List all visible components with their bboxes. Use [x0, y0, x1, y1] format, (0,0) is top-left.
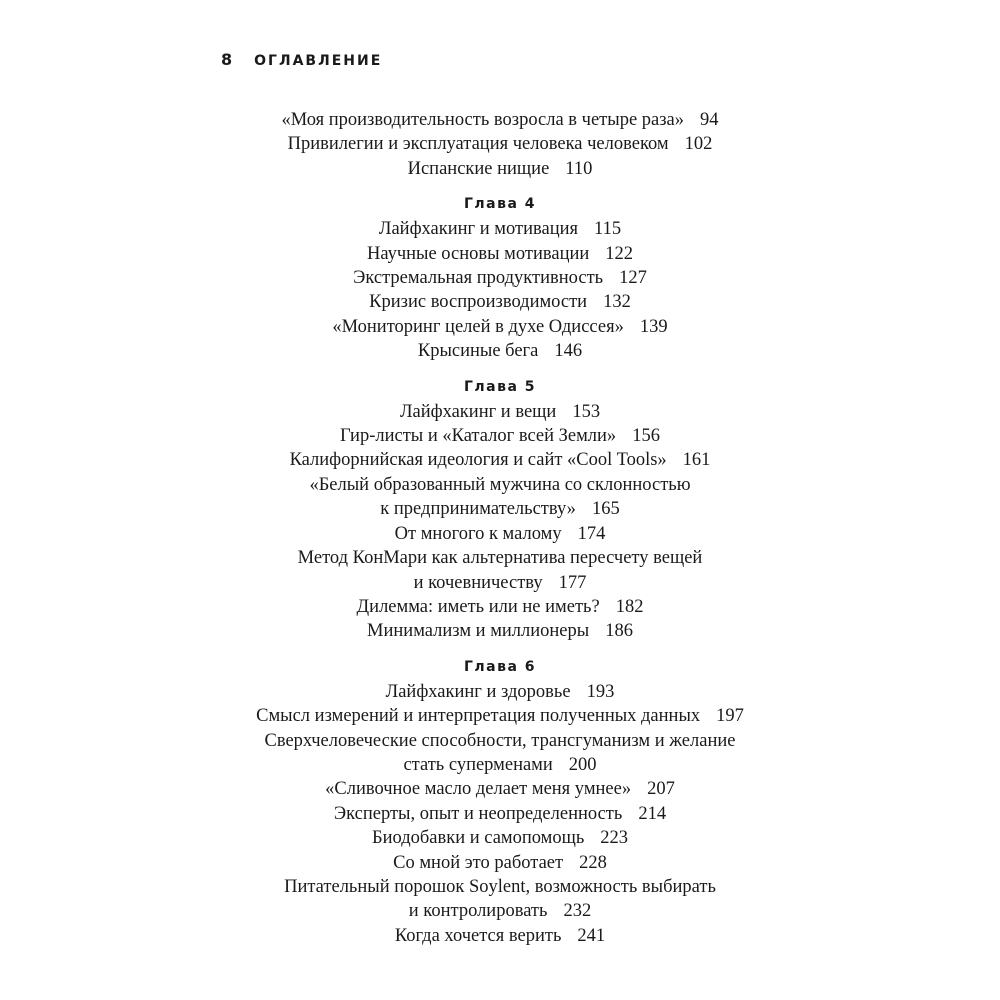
toc-entry-page: 127	[619, 268, 647, 289]
toc-entry-title: Кризис воспроизводимости	[369, 292, 588, 313]
toc-entry[interactable]	[0, 704, 1000, 728]
toc-entry[interactable]	[0, 522, 1000, 546]
toc-entry-title: Лайфхакинг и мотивация	[378, 219, 579, 240]
toc-entry[interactable]	[0, 266, 1000, 290]
toc-entry-page: 200	[568, 754, 597, 775]
toc-entry-title: Дилемма: иметь или не иметь?	[356, 596, 600, 617]
toc-entry-page: 161	[682, 450, 711, 471]
toc-entry[interactable]	[0, 448, 1000, 472]
toc-entry[interactable]	[0, 339, 1000, 363]
toc-entry-page: 94	[700, 110, 719, 130]
toc-entry[interactable]	[0, 497, 1000, 521]
toc-entry[interactable]	[0, 924, 1000, 948]
toc-entry-page: 115	[594, 219, 622, 240]
toc-entry[interactable]	[0, 290, 1000, 314]
page-number: 8	[221, 50, 233, 69]
chapter-heading-5: Глава 5	[463, 378, 537, 395]
toc-entry-title: Крысиные бега	[417, 341, 539, 362]
toc-entry-page: 156	[632, 426, 660, 447]
toc-entry-title: к предпринимательству»	[380, 499, 576, 520]
toc-entry-page: 207	[647, 779, 675, 800]
toc-entry-title: «Моя производительность возросла в четыре раза»	[281, 110, 685, 130]
toc-entry[interactable]	[0, 132, 1000, 156]
toc-entry-page: 122	[605, 243, 634, 264]
toc-entry-title: Лайфхакинг и вещи	[399, 401, 557, 422]
toc-entry-page: 153	[572, 401, 601, 422]
toc-entry-page: 165	[591, 499, 620, 520]
toc-entry[interactable]	[0, 595, 1000, 619]
toc-entry-page: 132	[603, 292, 631, 313]
toc-entry-page: 182	[615, 596, 644, 617]
toc-entry[interactable]	[0, 108, 1000, 132]
toc-entry-page: 174	[577, 523, 606, 544]
toc-entry-line1[interactable]: «Белый образованный мужчина со склонностью	[309, 474, 691, 495]
toc-entry-title: Гир-листы и «Каталог всей Земли»	[340, 426, 617, 447]
toc-entry-title: Минимализм и миллионеры	[367, 621, 590, 642]
toc-entry-title: и контролировать	[408, 901, 548, 922]
toc-entry-title: Лайфхакинг и здоровье	[385, 681, 571, 702]
toc-entry-title: Экстремальная продуктивность	[353, 268, 604, 289]
toc-entry-title: Научные основы мотивации	[366, 243, 590, 264]
toc-entry-page: 186	[605, 621, 633, 642]
toc-entry-title: «Сливочное масло делает меня умнее»	[325, 779, 632, 800]
toc-entry-page: 110	[565, 158, 593, 179]
toc-entry[interactable]	[0, 157, 1000, 181]
toc-entry-title: Смысл измерений и интерпретация полученных данных	[256, 706, 701, 727]
toc-entry-title: Биодобавки и самопомощь	[371, 828, 585, 849]
toc-entry-page: 197	[716, 706, 744, 727]
toc-entry-page: 177	[558, 572, 587, 593]
toc-entry-page: 146	[554, 341, 583, 362]
toc-entry-page: 193	[586, 681, 615, 702]
toc-entry-title: и кочевничеству	[413, 572, 543, 593]
toc-entry[interactable]	[0, 424, 1000, 448]
toc-entry[interactable]	[0, 753, 1000, 777]
toc-entry[interactable]	[0, 315, 1000, 339]
toc-entry-title: Эксперты, опыт и неопределенность	[333, 803, 623, 824]
chapter-heading-4: Глава 4	[463, 196, 537, 213]
toc-entry[interactable]	[0, 571, 1000, 595]
toc-entry-page: 241	[577, 925, 606, 946]
toc-entry-line1[interactable]: Питательный порошок Soylent, возможность выбирать	[284, 876, 716, 897]
running-head	[221, 50, 382, 69]
toc-entry-title: Когда хочется верить	[394, 925, 562, 946]
table-of-contents	[0, 108, 1000, 948]
toc-entry[interactable]	[0, 680, 1000, 704]
toc-entry-title: «Мониторинг целей в духе Одиссея»	[332, 316, 624, 337]
toc-entry-title: стать суперменами	[403, 754, 553, 775]
toc-entry[interactable]	[0, 242, 1000, 266]
chapter-heading-6: Глава 6	[463, 658, 537, 675]
toc-entry[interactable]	[0, 619, 1000, 643]
toc-entry-title: Привилегии и эксплуатация человека человеком	[287, 134, 669, 155]
toc-entry[interactable]	[0, 400, 1000, 424]
toc-entry-line1[interactable]: Сверхчеловеческие способности, трансгуманизм и желание	[264, 730, 736, 751]
toc-entry-title: Калифорнийская идеология и сайт «Cool Tools»	[289, 450, 667, 471]
toc-entry[interactable]	[0, 851, 1000, 875]
toc-entry-title: Со мной это работает	[393, 852, 564, 873]
toc-entry[interactable]	[0, 777, 1000, 801]
toc-entry-page: 102	[684, 134, 713, 155]
toc-entry[interactable]	[0, 217, 1000, 241]
toc-entry-page: 232	[563, 901, 592, 922]
toc-entry-page: 228	[579, 852, 607, 873]
toc-entry-line1[interactable]: Метод КонМари как альтернатива пересчету вещей	[297, 548, 703, 569]
toc-entry-page: 139	[639, 316, 668, 337]
toc-entry[interactable]	[0, 826, 1000, 850]
toc-entry[interactable]	[0, 802, 1000, 826]
toc-entry-title: От многого к малому	[394, 523, 562, 544]
toc-entry[interactable]	[0, 899, 1000, 923]
toc-entry-title: Испанские нищие	[407, 158, 550, 179]
toc-entry-page: 214	[638, 803, 667, 824]
running-title: ОГЛАВЛЕНИЕ	[254, 53, 383, 69]
toc-entry-page: 223	[600, 828, 629, 849]
